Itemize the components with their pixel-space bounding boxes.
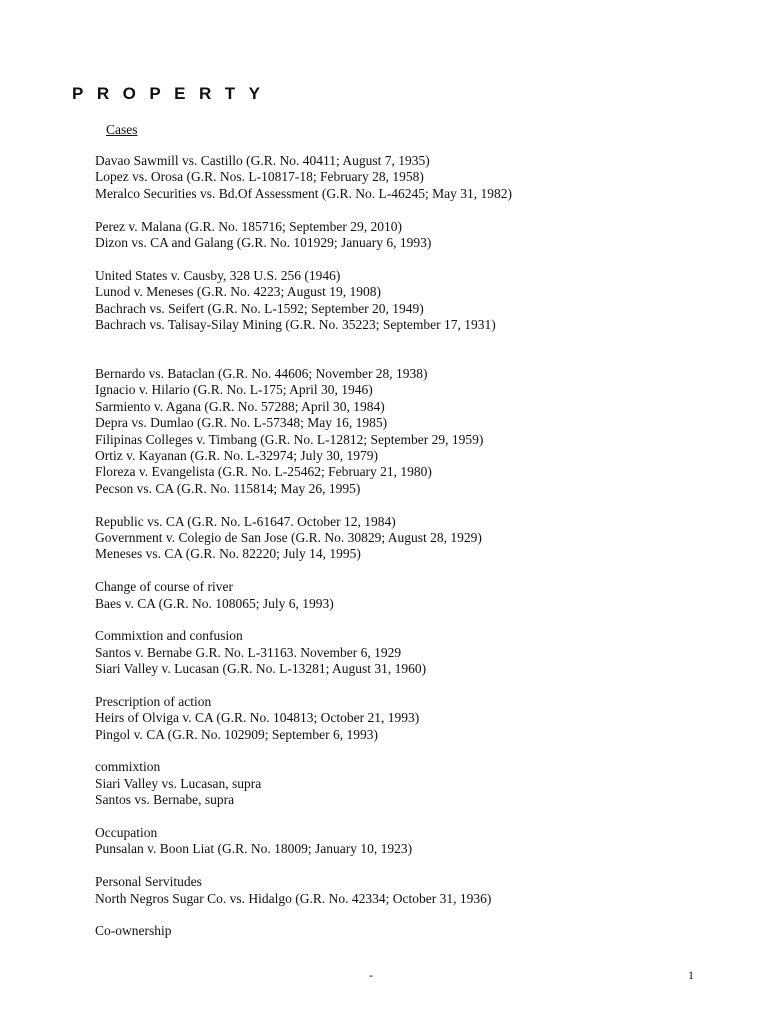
case-group [95,825,735,858]
group-spacer [95,907,735,923]
case-group [95,219,735,252]
group-spacer [95,809,735,825]
case-group [95,694,735,743]
case-group [95,628,735,677]
case-line: Personal Servitudes [95,874,202,890]
case-line: Meralco Securities vs. Bd.Of Assessment (G.R. No. L-46245; May 31, 1982) [95,185,512,201]
case-line: Filipinas Colleges v. Timbang (G.R. No. L-12812; September 29, 1959) [95,431,484,447]
case-line: Heirs of Olviga v. CA (G.R. No. 104813; October 21, 1993) [95,710,420,726]
case-group [95,366,735,497]
case-line: Pingol v. CA (G.R. No. 102909; September 6, 1993) [95,726,378,742]
page-title: PROPERTY [72,84,274,103]
group-spacer [95,678,735,694]
case-line: Bernardo vs. Bataclan (G.R. No. 44606; November 28, 1938) [95,366,428,382]
case-group [95,268,735,334]
case-group [95,874,735,907]
case-line: Republic vs. CA (G.R. No. L-61647. October 12, 1984) [95,513,396,529]
case-line: Ignacio v. Hilario (G.R. No. L-175; April 30, 1946) [95,382,373,398]
case-group [95,759,735,808]
case-line: North Negros Sugar Co. vs. Hidalgo (G.R. No. 42334; October 31, 1936) [95,890,492,906]
group-spacer [95,563,735,579]
case-line: United States v. Causby, 328 U.S. 256 (1946) [95,267,341,283]
page-number: 1 [688,968,694,982]
group-spacer [95,612,735,628]
case-line: Lunod v. Meneses (G.R. No. 4223; August 19, 1908) [95,284,381,300]
case-line: Sarmiento v. Agana (G.R. No. 57288; April 30, 1984) [95,398,385,414]
case-line: Siari Valley v. Lucasan (G.R. No. L-13281; August 31, 1960) [95,661,427,677]
case-group [95,153,735,202]
footer-dash: - [369,968,373,982]
case-line: Baes v. CA (G.R. No. 108065; July 6, 1993) [95,595,334,611]
case-line: Occupation [95,825,158,841]
case-line: Commixtion and confusion [95,628,243,644]
case-line: Change of course of river [95,579,233,595]
section-subtitle: Cases [106,122,138,137]
case-line: Depra vs. Dumlao (G.R. No. L-57348; May 16, 1985) [95,415,388,431]
case-line: Davao Sawmill vs. Castillo (G.R. No. 40411; August 7, 1935) [95,153,430,168]
case-group [95,514,735,563]
case-list [95,153,735,940]
case-line: Meneses vs. CA (G.R. No. 82220; July 14, 1995) [95,546,361,562]
case-line: commixtion [95,759,161,775]
case-line: Dizon vs. CA and Galang (G.R. No. 101929; January 6, 1993) [95,234,432,250]
case-line: Bachrach vs. Seifert (G.R. No. L-1592; September 20, 1949) [95,300,424,316]
case-line: Ortiz v. Kayanan (G.R. No. L-32974; July 30, 1979) [95,448,378,464]
case-line: Bachrach vs. Talisay-Silay Mining (G.R. No. 35223; September 17, 1931) [95,316,496,332]
case-line: Government v. Colegio de San Jose (G.R. No. 30829; August 28, 1929) [95,530,482,545]
case-line: Co-ownership [95,923,172,939]
group-spacer [95,497,735,513]
case-line: Santos vs. Bernabe, supra [95,792,235,808]
case-line: Santos v. Bernabe G.R. No. L-31163. November 6, 1929 [95,644,402,660]
case-line: Floreza v. Evangelista (G.R. No. L-25462; February 21, 1980) [95,464,432,480]
case-line: Lopez vs. Orosa (G.R. Nos. L-10817-18; February 28, 1958) [95,169,424,185]
group-spacer [95,858,735,874]
case-group [95,579,735,612]
case-line: Prescription of action [95,693,212,709]
case-line: Perez v. Malana (G.R. No. 185716; September 29, 2010) [95,218,402,234]
group-spacer [95,743,735,759]
group-spacer [95,202,735,218]
case-line: Siari Valley vs. Lucasan, supra [95,775,262,791]
group-spacer [95,333,735,366]
group-spacer [95,251,735,267]
case-line: Punsalan v. Boon Liat (G.R. No. 18009; January 10, 1923) [95,841,413,857]
case-line: Pecson vs. CA (G.R. No. 115814; May 26, 1995) [95,480,361,496]
case-group [95,923,735,939]
